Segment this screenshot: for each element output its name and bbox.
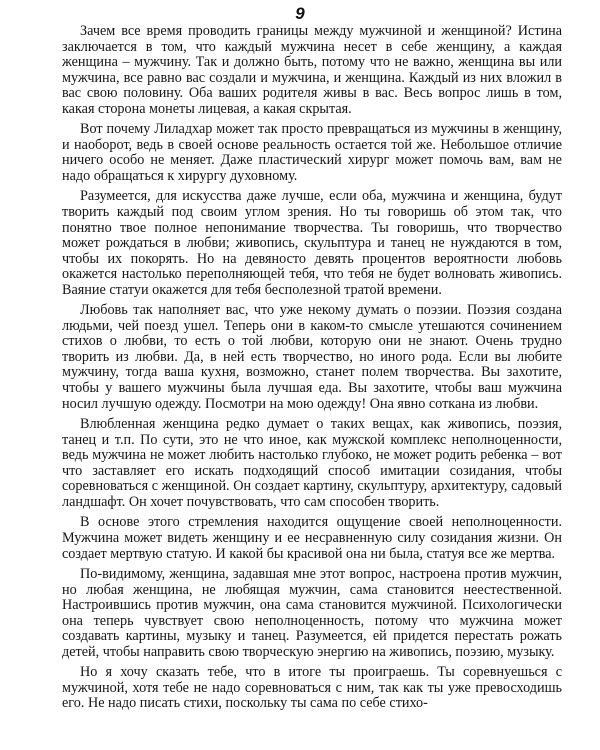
paragraph-3: Разумеется, для искусства даже лучше, если оба, мужчина и женщина, будут творить каждый под своим углом зрения. Но ты говоришь об этом так, что понятно твое полное непонимание творчества. Ты говоришь, что творчество может рождаться в любви; живопись, скульптура и танец не нуждаются в том, чтобы их покорять. Но на девяносто девять процентов вероятности любовь окажется настолько переполняющей тебя, что тебя не будет волновать живопись. Ваяние статуи окажется для тебя бесполезной тратой времени. bbox=[62, 188, 562, 298]
paragraph-2: Вот почему Лиладхар может так просто превращаться из мужчины в женщину, и наоборот, ведь в своей основе реальность остается той же. Небольшое отличие ничего особо не меняет. Даже пластический хирург может помочь вам, вам не надо обращаться к хирургу духовному. bbox=[62, 121, 562, 184]
paragraph-8: Но я хочу сказать тебе, что в итоге ты проиграешь. Ты соревнуешься с мужчиной, хотя тебе не надо соревноваться с ним, так как ты уже превосходишь его. Не надо писать стихи, поскольку ты сама по себе стихо- bbox=[62, 664, 562, 712]
paragraph-7: По-видимому, женщина, задавшая мне этот вопрос, настроена против мужчин, но любая женщина, не любящая мужчин, сама становится неестественной. Настроившись против мужчин, она сама становится мужчиной. Психологически она теперь чувствует свою неполноценность, потому что мужчина может создавать картины, музыку и танец. Разумеется, ей придется перестать рожать детей, чтобы направить свою творческую энергию на живопись, поэзию, музыку. bbox=[62, 566, 562, 660]
paragraph-6: В основе этого стремления находится ощущение своей неполноценности. Мужчина может видеть женщину и ее несравненную силу созидания жизни. Он создает мертвую статую. И какой бы красивой она ни была, статуя все же мертва. bbox=[62, 514, 562, 562]
page-number: 9 bbox=[295, 4, 305, 23]
page-body bbox=[62, 24, 562, 712]
paragraph-1: Зачем все время проводить границы между мужчиной и женщиной? Истина заключается в том, что каждый мужчина несет в себе женщину, а каждая женщина – мужчину. Так и должно быть, потому что не важно, женщина вы или мужчина, все равно вас создали и мужчина, и женщина. Каждый из них вложил в вас свою половину. Оба ваших родителя живы в вас. Весь вопрос лишь в том, какая сторона монеты лицевая, а какая скрытая. bbox=[62, 23, 562, 117]
paragraph-5: Влюбленная женщина редко думает о таких вещах, как живопись, поэзия, танец и т.п. По сути, это не что иное, как мужской комплекс неполноценности, ведь мужчина не может любить настолько глубоко, не может родить ребенка – вот что заставляет его искать подходящий способ имитации созидания, чтобы соревноваться с женщиной. Он создает картину, скульптуру, архитектуру, садовый ландшафт. Он хочет почувствовать, что сам способен творить. bbox=[62, 416, 562, 510]
paragraph-4: Любовь так наполняет вас, что уже некому думать о поэзии. Поэзия создана людьми, чей поезд ушел. Теперь они в каком-то смысле утешаются сочинением стихов о любви, то есть о той любви, которую они не знают. Очень трудно творить из любви. Да, в ней есть творчество, но иного рода. Если вы любите мужчину, тогда ваша кухня, возможно, станет полем творчества. Вы захотите, чтобы у вашего мужчины была лучшая еда. Вы захотите, чтобы ваш мужчина носил лучшую одежду. Посмотри на мою одежду! Она явно соткана из любви. bbox=[62, 302, 562, 412]
